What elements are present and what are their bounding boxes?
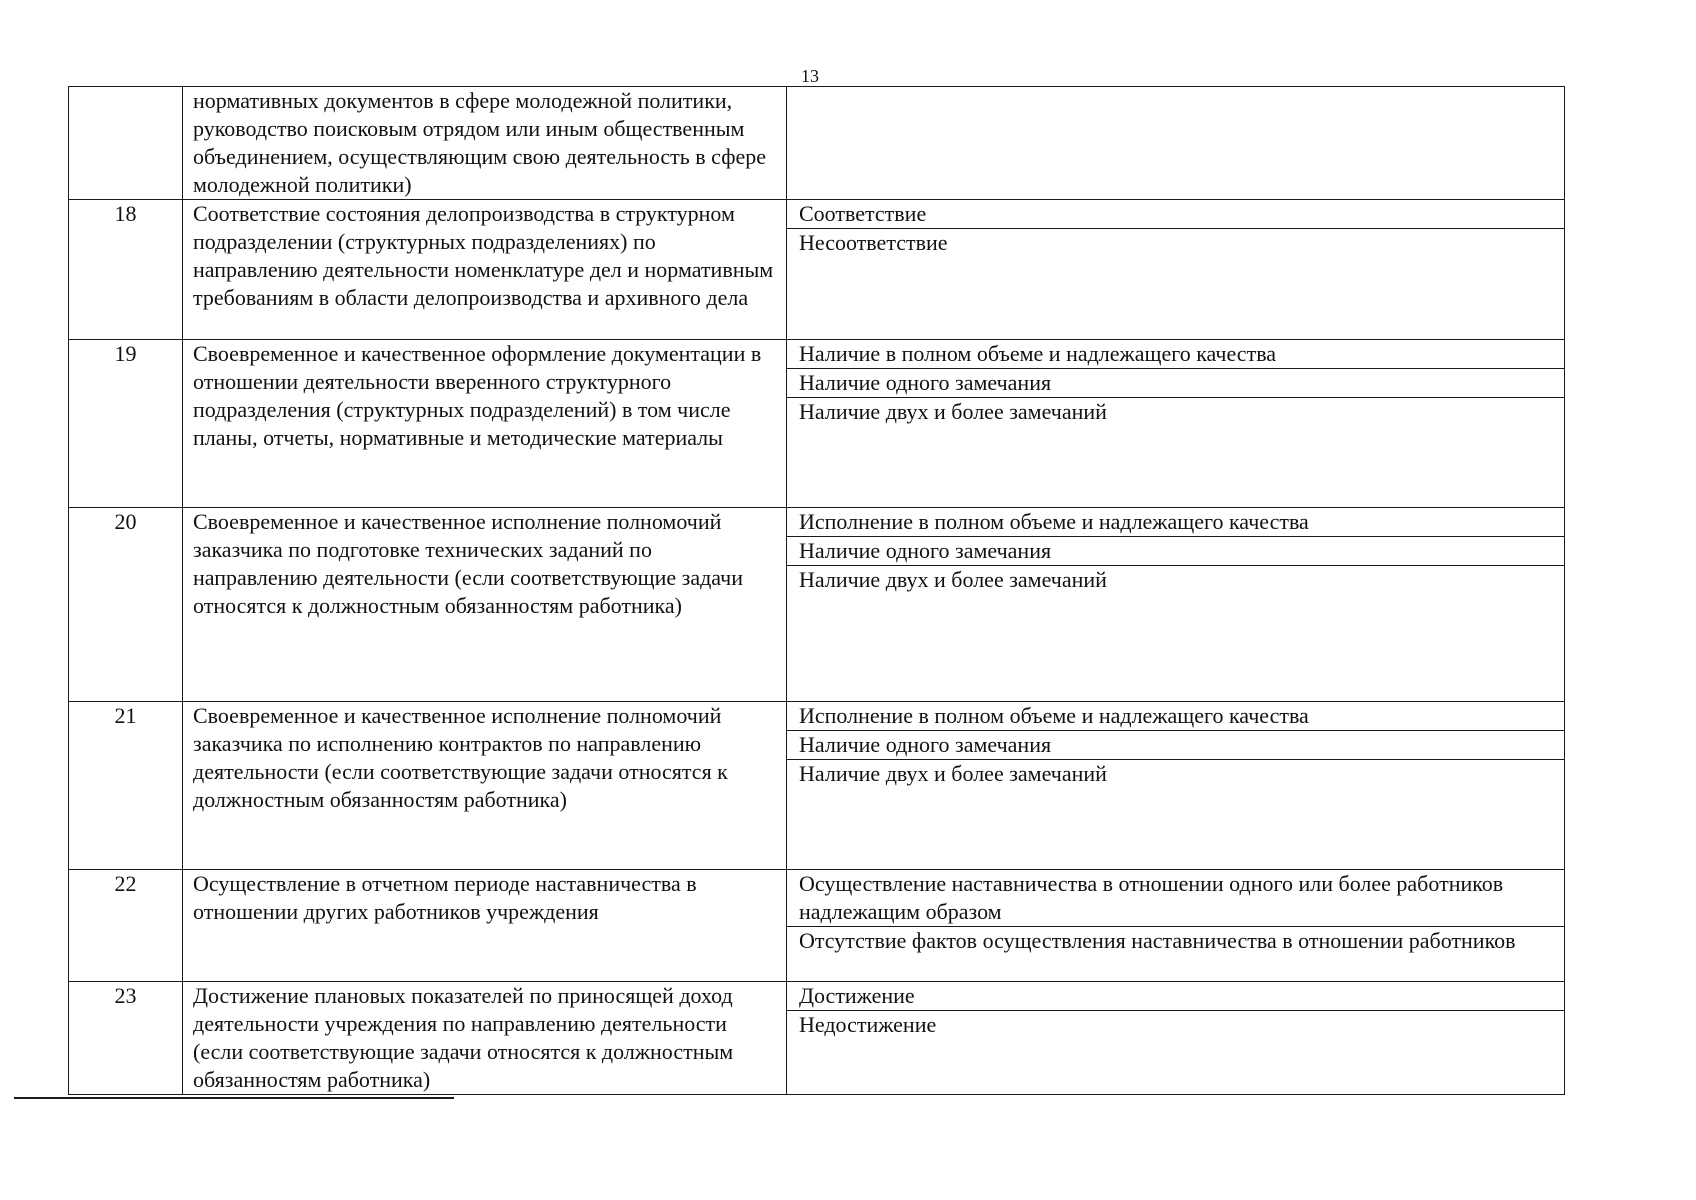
row-number: 18 <box>69 200 183 340</box>
criterion-text: Соответствие состояния делопроизводства в структурном подразделении (структурных подразделениях) по направлению деятельности номенклатуре дел и нормативным требованиям в области делопроизводства и архивного дела <box>183 200 787 340</box>
page-number: 13 <box>801 66 819 86</box>
row-number <box>69 87 183 200</box>
value-option: Отсутствие фактов осуществления наставничества в отношении работников <box>799 928 1516 953</box>
value-option: Достижение <box>787 982 1564 1011</box>
value-option: Наличие одного замечания <box>787 731 1564 760</box>
value-cell <box>787 340 1565 508</box>
value-cell <box>787 508 1565 702</box>
criterion-text: Своевременное и качественное исполнение полномочий заказчика по подготовке технических заданий по направлению деятельности (если соответствующие задачи относятся к должностным обязанностям работника) <box>183 508 787 702</box>
value-option: Наличие двух и более замечаний <box>799 567 1107 592</box>
table-row <box>69 87 1565 200</box>
criterion-text: Своевременное и качественное оформление документации в отношении деятельности вверенного структурного подразделения (структурных подразделений) в том числе планы, отчеты, нормативные и методические материалы <box>183 340 787 508</box>
table-row <box>69 870 1565 982</box>
value-option: Наличие двух и более замечаний <box>799 761 1107 786</box>
value-option: Недостижение <box>799 1012 937 1037</box>
value-cell <box>787 982 1565 1095</box>
footnote-separator <box>14 1097 454 1099</box>
value-cell <box>787 702 1565 870</box>
value-option: Наличие одного замечания <box>787 369 1564 398</box>
row-number: 20 <box>69 508 183 702</box>
row-number: 22 <box>69 870 183 982</box>
value-option: Соответствие <box>787 200 1564 229</box>
value-option: Исполнение в полном объеме и надлежащего качества <box>787 702 1564 731</box>
table-row <box>69 702 1565 870</box>
criteria-table <box>68 86 1565 1095</box>
row-number: 21 <box>69 702 183 870</box>
table-row <box>69 200 1565 340</box>
table-row <box>69 340 1565 508</box>
value-option: Осуществление наставничества в отношении одного или более работников надлежащим образом <box>787 870 1564 927</box>
value-option: Исполнение в полном объеме и надлежащего качества <box>787 508 1564 537</box>
row-number: 23 <box>69 982 183 1095</box>
value-option: Несоответствие <box>799 230 948 255</box>
criterion-text: Осуществление в отчетном периоде наставничества в отношении других работников учреждения <box>183 870 787 982</box>
value-cell <box>787 87 1565 200</box>
row-number: 19 <box>69 340 183 508</box>
table-row <box>69 982 1565 1095</box>
value-cell <box>787 870 1565 982</box>
value-option: Наличие одного замечания <box>787 537 1564 566</box>
value-option: Наличие двух и более замечаний <box>799 399 1107 424</box>
criterion-text: Своевременное и качественное исполнение полномочий заказчика по исполнению контрактов по направлению деятельности (если соответствующие задачи относятся к должностным обязанностям работника) <box>183 702 787 870</box>
criterion-text: Достижение плановых показателей по приносящей доход деятельности учреждения по направлению деятельности (если соответствующие задачи относятся к должностным обязанностям работника) <box>183 982 787 1095</box>
value-option: Наличие в полном объеме и надлежащего качества <box>787 340 1564 369</box>
table-row <box>69 508 1565 702</box>
criterion-text: нормативных документов в сфере молодежной политики, руководство поисковым отрядом или иным общественным объединением, осуществляющим свою деятельность в сфере молодежной политики) <box>183 87 787 200</box>
value-cell <box>787 200 1565 340</box>
